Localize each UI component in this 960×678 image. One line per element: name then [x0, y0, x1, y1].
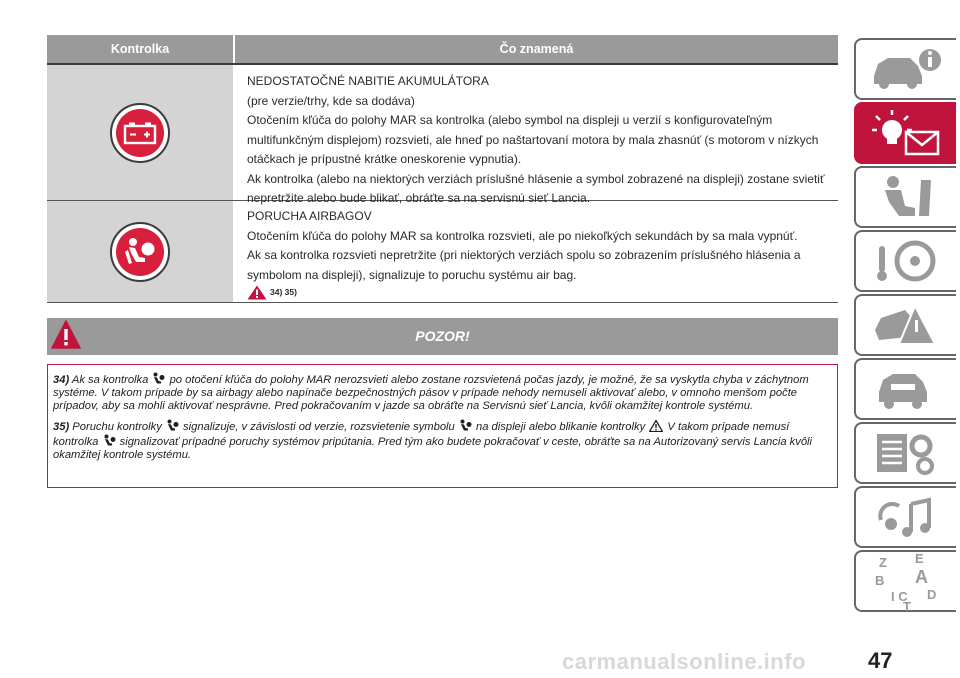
tab-multimedia[interactable]: [854, 486, 956, 548]
battery-icon: [110, 103, 170, 163]
row-line: (pre verzie/trhy, kde sa dodáva): [247, 93, 415, 108]
svg-text:B: B: [875, 573, 885, 588]
tab-car-info[interactable]: [854, 38, 956, 100]
warning-triangle-icon: [247, 285, 267, 300]
row-line: Ak kontrolka (alebo na niektorých verziách príslušné hlásenie a symbol zobrazené na displeji) zostane svietiť nepretržite alebo bude blikať, obráťte sa na servisnú sieť Lancia.: [247, 171, 825, 205]
car-info-icon: [866, 46, 946, 92]
svg-text:T: T: [903, 599, 911, 613]
airbag-icon: [459, 419, 472, 432]
table-row: [47, 63, 838, 205]
note-text: po otočení kľúča do polohy MAR nerozsvieti alebo zostane rozsvietená počas jazdy, je možné, že sa vyskytla chyba v záchytnom systéme. V takom prípade by sa airbagy alebo napínače bezpečnostných pásov v prípade nehody nemuseli aktivovať alebo, v omnoho menšom počte prípadov, aby sa mohli aktivovať nesprávne. Pred pokračovaním v jazde sa obráťte na Servisnú sieť Lancia, kvôli okamžitej kontrole systému.: [53, 374, 809, 412]
svg-text:I C: I C: [891, 589, 908, 604]
tab-emergency[interactable]: [854, 294, 956, 356]
airbag-icon: [166, 419, 179, 432]
driving-icon: [871, 236, 941, 286]
note-number: 35): [53, 421, 70, 433]
column-header-kontrolka: Kontrolka: [110, 42, 170, 56]
note-text: na displeji alebo blikanie kontrolky: [476, 421, 646, 433]
warning-note-35: [48, 419, 837, 462]
note-text: signalizuje, v závislosti od verzie, rozsvietenie symbolu: [183, 421, 455, 433]
maintenance-icon: [871, 364, 941, 414]
row-title: PORUCHA AIRBAGOV: [247, 209, 372, 223]
svg-text:Z: Z: [879, 555, 887, 570]
index-icon: [871, 549, 941, 613]
row-title: NEDOSTATOČNÉ NABITIE AKUMULÁTORA: [247, 74, 489, 88]
multimedia-icon: [871, 492, 941, 542]
row-line: Otočením kľúča do polohy MAR sa kontrolka (alebo symbol na displeji u verzií s konfigurovateľným multifunkčným displejom) rozsvieti, ale hneď po naštartovaní motora by mala zhasnúť (s motorom v nízkych otáčkach je prípustné krátke oneskorenie vypnutia).: [247, 113, 819, 166]
technical-data-icon: [871, 428, 941, 478]
warning-title: POZOR!: [415, 328, 470, 344]
note-text: V takom prípade nemusí kontrolka: [53, 421, 790, 448]
table-header: [47, 35, 838, 63]
tab-maintenance[interactable]: [854, 358, 956, 420]
row-line: Otočením kľúča do polohy MAR sa kontrolka rozsvieti, ale po niekoľkých sekundách by sa mala vypnúť.: [247, 228, 798, 243]
svg-text:D: D: [927, 587, 937, 602]
airbag-icon: [152, 372, 165, 385]
tab-technical-data[interactable]: [854, 422, 956, 484]
airbag-icon: [110, 222, 170, 282]
icon-cell: [47, 201, 233, 302]
reference-notes: [247, 283, 838, 303]
page-number: 47: [868, 648, 893, 673]
warning-note-34: [48, 372, 837, 413]
warning-header: [47, 318, 838, 355]
note-text: Ak sa kontrolka: [71, 374, 149, 386]
warning-lights-icon: [866, 108, 946, 158]
tab-driving[interactable]: [854, 230, 956, 292]
row-line: Ak sa kontrolka rozsvieti nepretržite (pri niektorých verziách spolu so zobrazením príslušného hlásenia a symbolom na displeji), signalizuje to poruchu systému air bag.: [247, 248, 801, 282]
tab-warning-lights[interactable]: [854, 102, 956, 164]
svg-text:A: A: [915, 567, 928, 587]
warning-triangle-icon: [649, 420, 663, 432]
icon-cell: [47, 65, 233, 200]
airbag-icon: [103, 434, 116, 447]
row-description: [233, 65, 838, 205]
emergency-icon: [871, 300, 941, 350]
tab-safety[interactable]: [854, 166, 956, 228]
column-header-meaning: Čo znamená: [233, 35, 838, 63]
row-description: [233, 201, 838, 302]
warning-lights-table: [47, 35, 838, 303]
reference-numbers: 34) 35): [270, 287, 297, 297]
warning-box: [47, 364, 838, 488]
note-number: 34): [53, 374, 70, 386]
note-text: Poruchu kontrolky: [72, 421, 162, 433]
tab-index[interactable]: [854, 550, 956, 612]
watermark: carmanualsonline.info: [562, 649, 806, 674]
table-row: [47, 201, 838, 303]
note-text: signalizovať prípadné poruchy systémov pripútania. Pred tým ako budete pokračovať v ceste, obráťte sa na Autorizovaný servis Lancia kvôli okamžitej kontrole systému.: [53, 436, 813, 461]
safety-icon: [871, 172, 941, 222]
svg-text:E: E: [915, 551, 924, 566]
